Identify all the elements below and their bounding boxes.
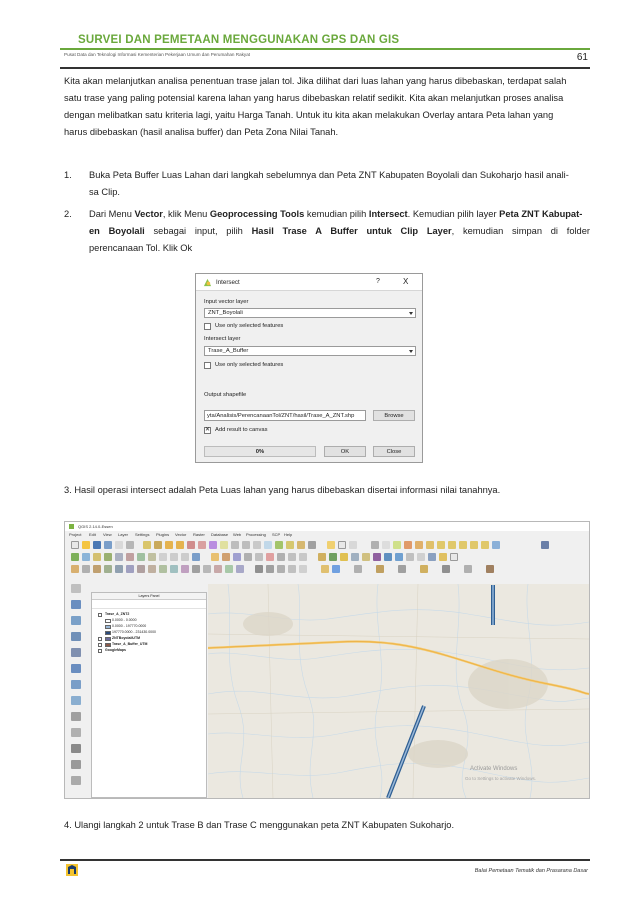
refresh-map-icon[interactable] — [492, 541, 500, 549]
add-oracle-icon[interactable] — [126, 553, 134, 561]
zoom-following-icon[interactable] — [481, 541, 489, 549]
text-icon[interactable] — [450, 553, 458, 561]
add-spatialite-icon[interactable] — [104, 553, 112, 561]
input-selected-label: Use only selected features — [215, 323, 284, 329]
move-feature-icon[interactable] — [244, 553, 252, 561]
layer-checkbox[interactable] — [98, 637, 102, 641]
zoom-extent-icon[interactable] — [437, 541, 445, 549]
step-1-number: 1. — [64, 170, 72, 180]
menu-layer[interactable]: Layer — [118, 532, 129, 537]
save-as-icon[interactable] — [104, 541, 112, 549]
add-feature-icon[interactable] — [233, 553, 241, 561]
zoom-in-map-icon[interactable] — [404, 541, 412, 549]
menu-view[interactable]: View — [103, 532, 112, 537]
attribute-table-icon[interactable] — [384, 553, 392, 561]
rotate-label-icon[interactable] — [288, 565, 296, 573]
processing-icon[interactable] — [354, 565, 362, 573]
layer-checkbox[interactable] — [98, 643, 102, 647]
save-project-icon[interactable] — [93, 541, 101, 549]
add-postgis-layer-icon[interactable] — [71, 616, 81, 625]
refresh-icon[interactable] — [264, 541, 272, 549]
composer-manager-icon[interactable] — [126, 541, 134, 549]
layers-panel — [91, 592, 207, 798]
header-subtitle: Pusat Data dan Teknologi Informasi Kementerian Pekerjaan Umum dan Perumahan Rakyat — [64, 52, 251, 57]
scp-band-icon[interactable] — [332, 565, 340, 573]
add-raster-layer-icon[interactable] — [71, 600, 81, 609]
deselect-icon[interactable] — [297, 541, 305, 549]
output-shapefile-label: Output shapefile — [204, 392, 247, 398]
simplify-icon[interactable] — [104, 565, 112, 573]
scp-icon[interactable] — [321, 565, 329, 573]
identify-icon[interactable] — [275, 541, 283, 549]
menu-project[interactable]: Project — [69, 532, 82, 537]
zoom-last-icon[interactable] — [231, 541, 239, 549]
step-2-line-1: Dari Menu Vector, klik Menu Geoprocessing Tools kemudian pilih Intersect. Kemudian pilih layer Peta ZNT Kabupat- — [89, 209, 583, 219]
layer-checkbox[interactable] — [98, 613, 102, 617]
menu-web[interactable]: Web — [233, 532, 242, 537]
chevron-down-icon — [409, 350, 413, 353]
input-layer-select[interactable]: ZNT_Boyolali — [204, 308, 416, 318]
input-selected-checkbox[interactable] — [204, 323, 211, 330]
node-tool-icon[interactable] — [255, 553, 263, 561]
close-button[interactable]: Close — [373, 446, 415, 457]
map-tips-icon[interactable] — [327, 541, 335, 549]
fill-ring-icon[interactable] — [137, 565, 145, 573]
digitizing-icon[interactable] — [71, 565, 79, 573]
map-rendering — [208, 584, 589, 798]
tips-icon[interactable] — [439, 553, 447, 561]
add-delimited-layer-icon[interactable] — [71, 776, 81, 785]
intersect-selected-checkbox[interactable] — [204, 362, 211, 369]
legend-class-1: 0.0000 - 0.0000 — [112, 618, 137, 622]
zoom-next-icon[interactable] — [242, 541, 250, 549]
add-wcs-icon[interactable] — [148, 553, 156, 561]
page-number: 61 — [576, 52, 588, 63]
menu-vector[interactable]: Vector — [175, 532, 187, 537]
dialog-titlebar — [196, 274, 422, 291]
add-canvas-checkbox[interactable]: ✕ — [205, 427, 211, 433]
new-shapefile-icon[interactable] — [192, 553, 200, 561]
intersect-dialog — [195, 273, 423, 463]
split-features-icon[interactable] — [192, 565, 200, 573]
intersect-selected-label: Use only selected features — [215, 362, 284, 368]
qgis-intersect-icon — [203, 278, 212, 287]
page-header-title: SURVEI DAN PEMETAAN MENGGUNAKAN GPS DAN GIS — [78, 34, 400, 46]
touch-zoom-icon[interactable] — [382, 541, 390, 549]
new-map-view-icon[interactable] — [253, 541, 261, 549]
zoom-out-map-icon[interactable] — [415, 541, 423, 549]
menu-plugins[interactable]: Plugins — [156, 532, 170, 537]
toggle-editing-icon[interactable] — [211, 553, 219, 561]
chevron-down-icon — [409, 312, 413, 315]
heatmap-icon[interactable] — [420, 565, 428, 573]
header-divider — [60, 48, 590, 50]
pan-map-icon[interactable] — [371, 541, 379, 549]
menu-edit[interactable]: Edit — [89, 532, 96, 537]
layer-znt-boyolali[interactable]: ZNTBoyolaliUTM — [112, 636, 140, 640]
gps-icon[interactable] — [398, 565, 406, 573]
ok-button[interactable]: OK — [324, 446, 366, 457]
windows-watermark: Activate Windows — [470, 766, 518, 772]
step-3: 3. Hasil operasi intersect adalah Peta Luas lahan yang harus dibebaskan disertai informasi nilai tanahnya. — [64, 485, 501, 495]
output-shapefile-input[interactable]: yta/Analisis/PerencanaanTol/ZNT/hasil/Trase_A_ZNT.shp — [204, 410, 366, 421]
text-annotation-icon[interactable] — [338, 541, 346, 549]
legend-swatch — [105, 643, 111, 647]
new-project-icon[interactable] — [71, 541, 79, 549]
move-label-icon[interactable] — [277, 565, 285, 573]
pupr-logo-icon — [66, 864, 78, 876]
menu-raster[interactable]: Raster — [193, 532, 205, 537]
add-wfs-layer-icon[interactable] — [71, 696, 81, 705]
cut-features-icon[interactable] — [277, 553, 285, 561]
qgis-titlebar — [65, 522, 589, 531]
calculator-icon[interactable] — [395, 553, 403, 561]
add-mssql-layer-icon[interactable] — [71, 648, 81, 657]
menu-settings[interactable]: Settings — [135, 532, 150, 537]
delete-selected-icon[interactable] — [266, 553, 274, 561]
add-raster-icon[interactable] — [82, 553, 90, 561]
paste-features-icon[interactable] — [299, 553, 307, 561]
layers-panel-title: Layers Panel — [92, 593, 206, 600]
change-label-icon[interactable] — [299, 565, 307, 573]
zoom-layer-icon[interactable] — [209, 541, 217, 549]
add-postgis-icon[interactable] — [93, 553, 101, 561]
progress-bar: 0% — [204, 446, 316, 457]
step-1-line-1: Buka Peta Buffer Luas Lahan dari langkah sebelumnya dan Peta ZNT Kabupaten Boyolali dan Sukoharjo hasil anali- — [89, 170, 569, 180]
select-icon[interactable] — [286, 541, 294, 549]
intro-line-1: Kita akan melanjutkan analisa penentuan trase jalan tol. Jika dilihat dari luas lahan yang harus dibebaskan, terdapat salah — [64, 76, 567, 86]
layer-tools-icon[interactable] — [351, 553, 359, 561]
add-grass-layer-icon[interactable] — [71, 744, 81, 753]
offset-icon[interactable] — [181, 565, 189, 573]
intro-line-3: dengan melibatkan satu kriteria lagi, yaitu Harga Tanah. Untuk itu kita akan melakukan Overlay antara Peta lahan yang — [64, 110, 554, 120]
zoom-in-icon[interactable] — [165, 541, 173, 549]
menu-help[interactable]: Help — [284, 532, 293, 537]
pan-selection-icon[interactable] — [154, 541, 162, 549]
step-2-line-3: perencanaan Tol. Klik Ok — [89, 243, 193, 253]
step-2 — [64, 206, 590, 257]
step-1-line-2: sa Clip. — [89, 187, 121, 197]
menu-scp[interactable]: SCP — [272, 532, 281, 537]
browse-button[interactable]: Browse — [373, 410, 415, 421]
layer-google-maps[interactable]: GoogleMaps — [105, 648, 127, 652]
menu-database[interactable]: Database — [211, 532, 229, 537]
input-layer-label: Input vector layer — [204, 299, 249, 305]
add-spatialite-layer-icon[interactable] — [71, 632, 81, 641]
open-project-icon[interactable] — [82, 541, 90, 549]
header-rule — [60, 67, 590, 69]
add-canvas-label: Add result to canvas — [215, 427, 268, 433]
zoom-to-selection-icon[interactable] — [448, 541, 456, 549]
pan-tool-icon[interactable] — [393, 541, 401, 549]
step-2-number: 2. — [64, 209, 72, 219]
qgis-menubar — [65, 531, 589, 539]
grass-icon[interactable] — [442, 565, 450, 573]
zoom-previous-icon[interactable] — [470, 541, 478, 549]
delete-part-icon[interactable] — [159, 565, 167, 573]
measure-area-icon[interactable] — [417, 553, 425, 561]
intro-line-2: satu trase yang paling potensial karena lahan yang harus dibebaskan relatif sedikit. Kita akan melanjutkan proses analisa — [64, 93, 564, 103]
add-wfs-icon[interactable] — [159, 553, 167, 561]
sum-icon[interactable] — [406, 553, 414, 561]
add-vector-icon[interactable] — [71, 553, 79, 561]
print-composer-icon[interactable] — [115, 541, 123, 549]
add-wcs-layer-icon[interactable] — [71, 680, 81, 689]
pan-icon[interactable] — [143, 541, 151, 549]
coordinate-capture-icon[interactable] — [486, 565, 494, 573]
add-virtual-layer-icon[interactable] — [71, 728, 81, 737]
digitize-icon[interactable] — [329, 553, 337, 561]
copy-features-icon[interactable] — [288, 553, 296, 561]
add-delimited-icon[interactable] — [170, 553, 178, 561]
legend-swatch — [105, 631, 111, 635]
qgis-toolbar-1 — [71, 541, 581, 552]
layers-panel-toolbar — [92, 600, 206, 609]
intro-line-4: harus dibebaskan (hasil analisa buffer) dan Peta Zona Nilai Tanah. — [64, 127, 339, 137]
georef-icon[interactable] — [376, 565, 384, 573]
layer-checkbox[interactable] — [98, 649, 102, 653]
zoom-out-icon[interactable] — [176, 541, 184, 549]
menu-processing[interactable]: Processing — [246, 532, 266, 537]
legend-swatch — [105, 637, 111, 641]
zoom-full-icon[interactable] — [198, 541, 206, 549]
legend-class-2: 0.0000 - 197770.0000 — [112, 624, 147, 628]
grid-icon[interactable] — [428, 553, 436, 561]
windows-watermark-sub: Go to Settings to activate Windows. — [465, 776, 537, 781]
add-wms-layer-icon[interactable] — [71, 664, 81, 673]
step-2-line-2: en Boyolali sebagai input, pilih Hasil Trase A Buffer untuk Clip Layer, kemudian simpan di folder — [89, 226, 590, 236]
map-window-icon[interactable] — [541, 541, 549, 549]
zoom-actual-icon[interactable] — [426, 541, 434, 549]
merge-attributes-icon[interactable] — [225, 565, 233, 573]
layer-trase-a-znt2[interactable]: Trase_A_ZNT2 — [105, 612, 130, 616]
add-virtual-icon[interactable] — [181, 553, 189, 561]
qgis-toolbar-3 — [71, 565, 581, 576]
footer-rule — [60, 859, 590, 861]
step-4: 4. Ulangi langkah 2 untuk Trase B dan Trase C menggunakan peta ZNT Kabupaten Sukoharjo. — [64, 820, 455, 830]
legend-swatch — [105, 619, 111, 623]
road-graph-icon[interactable] — [464, 565, 472, 573]
save-edits-icon[interactable] — [222, 553, 230, 561]
add-csv-layer-icon[interactable] — [71, 712, 81, 721]
delete-ring-icon[interactable] — [148, 565, 156, 573]
style-icon[interactable] — [340, 553, 348, 561]
reshape-icon[interactable] — [170, 565, 178, 573]
pin-labels-icon[interactable] — [255, 565, 263, 573]
qgis-window — [64, 521, 590, 799]
zoom-selection-icon[interactable] — [220, 541, 228, 549]
add-mssql-icon[interactable] — [115, 553, 123, 561]
legend-class-3: 197770.0000 - 231430.0000 — [112, 630, 156, 634]
measure-icon[interactable] — [308, 541, 316, 549]
close-icon[interactable]: X — [403, 277, 409, 286]
qgis-toolbar-2 — [71, 553, 581, 564]
layer-trase-a-buffer[interactable]: Trase_A_Buffer_UTM — [112, 642, 148, 646]
merge-icon[interactable] — [214, 565, 222, 573]
add-layer-icon[interactable] — [71, 584, 81, 593]
add-oracle-layer-icon[interactable] — [71, 760, 81, 769]
map-canvas[interactable] — [208, 584, 589, 798]
label-icon[interactable] — [318, 553, 326, 561]
qgis-logo-icon — [69, 524, 74, 529]
annotation-icon[interactable] — [349, 541, 357, 549]
add-part-icon[interactable] — [126, 565, 134, 573]
split-parts-icon[interactable] — [203, 565, 211, 573]
statistics-icon[interactable] — [373, 553, 381, 561]
legend-swatch — [105, 625, 111, 629]
add-ring-icon[interactable] — [115, 565, 123, 573]
help-button[interactable]: ? — [376, 278, 380, 285]
advanced-digitize-icon[interactable] — [82, 565, 90, 573]
zoom-layer-extent-icon[interactable] — [459, 541, 467, 549]
intersect-layer-select[interactable]: Trase_A_Buffer — [204, 346, 416, 356]
add-wms-icon[interactable] — [137, 553, 145, 561]
rotate-symbols-icon[interactable] — [236, 565, 244, 573]
qgis-window-title: QGIS 2.14.0-Essen — [78, 524, 113, 529]
footer-text: Balai Pemetaan Tematik dan Prasarana Dasar — [474, 868, 588, 874]
field-calc-icon[interactable] — [362, 553, 370, 561]
intersect-layer-label: Intersect layer — [204, 336, 241, 342]
show-labels-icon[interactable] — [266, 565, 274, 573]
step-1 — [64, 167, 590, 201]
dialog-title: Intersect — [216, 279, 240, 286]
zoom-native-icon[interactable] — [187, 541, 195, 549]
rotate-icon[interactable] — [93, 565, 101, 573]
